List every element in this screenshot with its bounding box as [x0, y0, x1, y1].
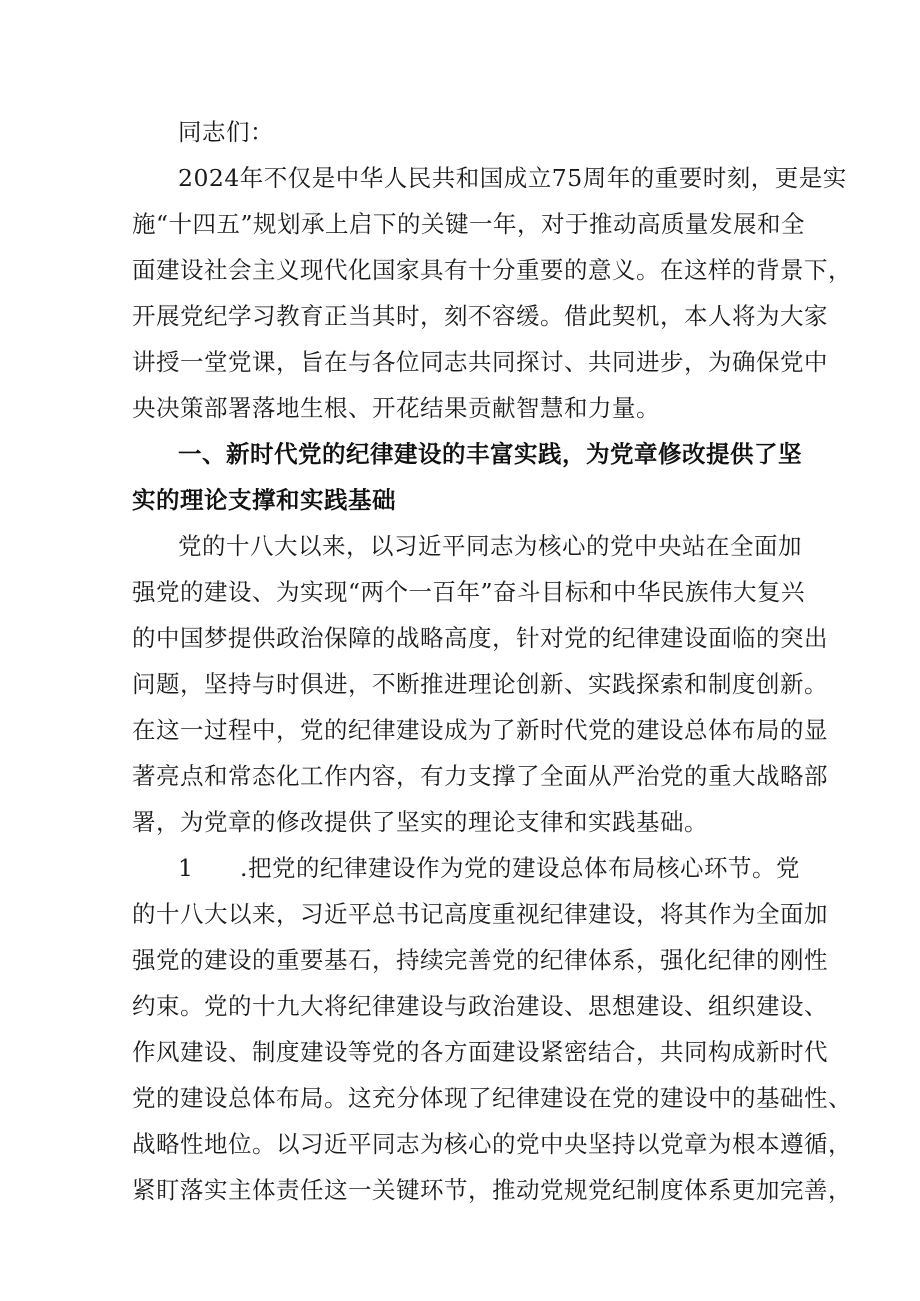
section-body-line: 党的十八大以来，以习近平同志为核心的党中央站在全面加 — [178, 532, 802, 560]
section-body-line: 署，为党章的修改提供了坚实的理论支律和实践基础。 — [132, 808, 708, 836]
item-line: 的十八大以来，习近平总书记高度重视纪律建设，将其作为全面加 — [132, 900, 828, 928]
section-body-line: 问题，坚持与时俱进，不断推进理论创新、实践探索和制度创新。 — [132, 670, 828, 698]
section-body-line: 在这一过程中，党的纪律建设成为了新时代党的建设总体布局的显 — [132, 716, 828, 744]
item-number: 1 — [178, 854, 193, 882]
item-line: .把党的纪律建设作为党的建设总体布局核心环节。党 — [240, 854, 800, 882]
item-line: 约束。党的十九大将纪律建设与政治建设、思想建设、组织建设、 — [132, 992, 828, 1020]
intro-line: 面建设社会主义现代化国家具有十分重要的意义。在这样的背景下， — [132, 256, 852, 284]
intro-line: 2024年不仅是中华人民共和国成立75周年的重要时刻，更是实 — [178, 164, 847, 192]
section-heading: 实的理论支撑和实践基础 — [132, 486, 396, 514]
section-body-line: 著亮点和常态化工作内容，有力支撑了全面从严治党的重大战略部 — [132, 762, 828, 790]
item-line: 作风建设、制度建设等党的各方面建设紧密结合，共同构成新时代 — [132, 1038, 828, 1066]
item-line: 强党的建设的重要基石，持续完善党的纪律体系，强化纪律的刚性 — [132, 946, 828, 974]
item-line: 战略性地位。以习近平同志为核心的党中央坚持以党章为根本遵循， — [132, 1130, 852, 1158]
greeting: 同志们： — [178, 118, 274, 146]
intro-line: 开展党纪学习教育正当其时，刻不容缓。借此契机，本人将为大家 — [132, 302, 828, 330]
intro-line: 央决策部署落地生根、开花结果贡献智慧和力量。 — [132, 394, 660, 422]
section-heading: 一、新时代党的纪律建设的丰富实践，为党章修改提供了坚 — [178, 440, 802, 468]
intro-line: 施“十四五”规划承上启下的关键一年，对于推动高质量发展和全 — [132, 210, 806, 238]
section-body-line: 的中国梦提供政治保障的战略高度，针对党的纪律建设面临的突出 — [132, 624, 828, 652]
item-line: 党的建设总体布局。这充分体现了纪律建设在党的建设中的基础性、 — [132, 1084, 852, 1112]
section-body-line: 强党的建设、为实现“两个一百年”奋斗目标和中华民族伟大复兴 — [132, 578, 806, 606]
item-line: 紧盯落实主体责任这一关键环节，推动党规党纪制度体系更加完善， — [132, 1176, 852, 1204]
intro-line: 讲授一堂党课，旨在与各位同志共同探讨、共同进步，为确保党中 — [132, 348, 828, 376]
